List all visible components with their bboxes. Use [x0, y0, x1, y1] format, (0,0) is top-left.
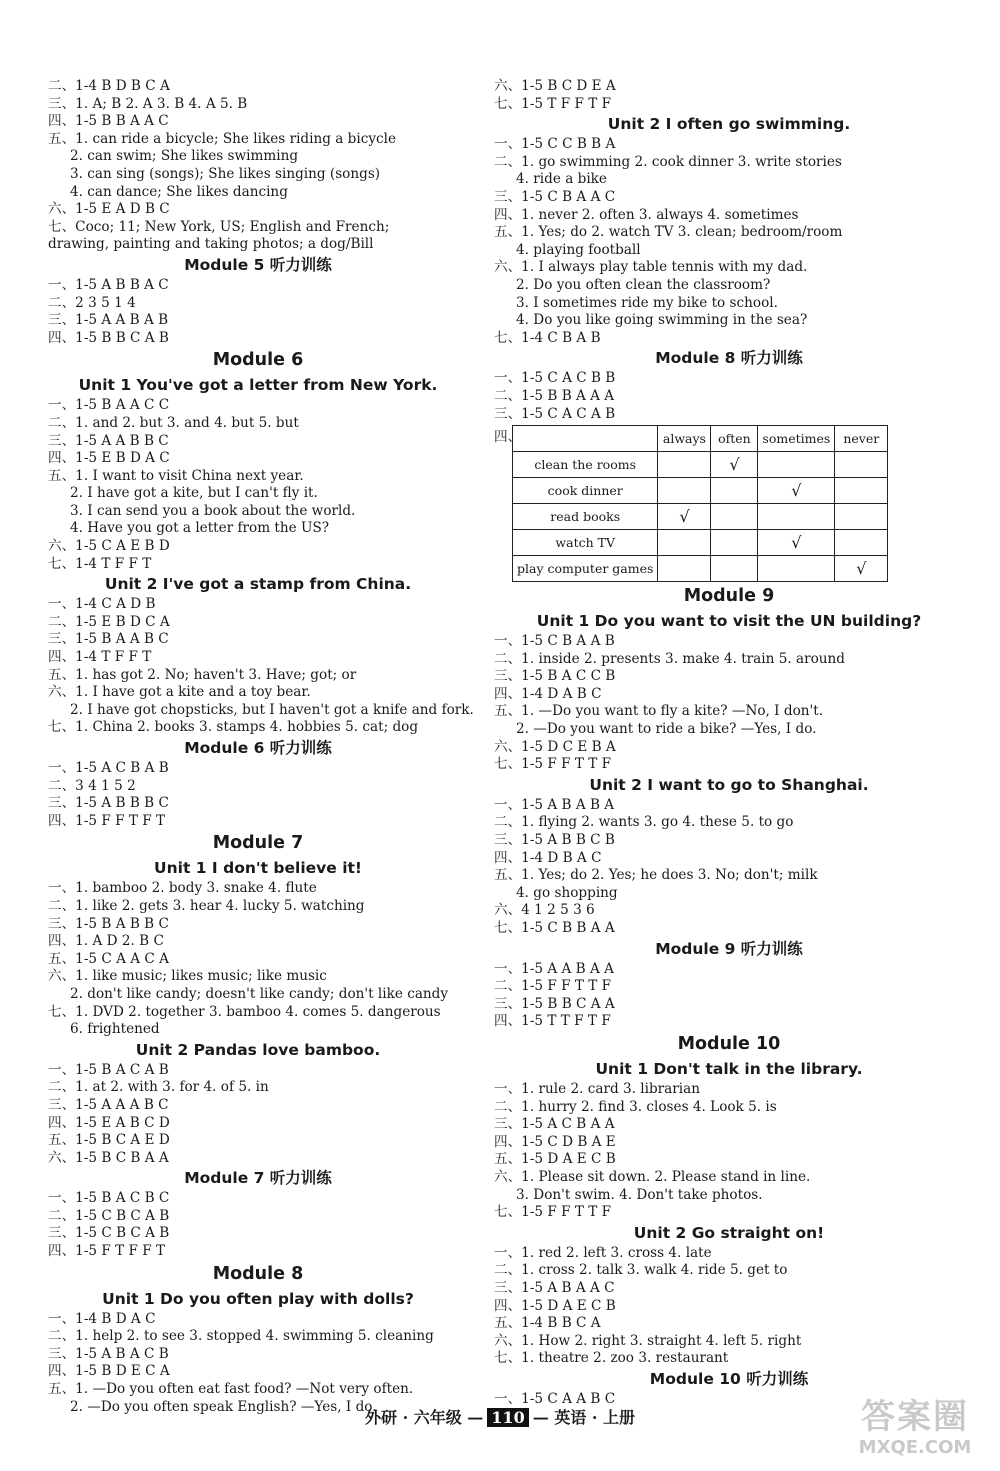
answer-line: 七、1. China 2. books 3. stamps 4. hobbies 5. cat; dog	[48, 719, 419, 736]
answer-line: 4. Have you got a letter from the US?	[70, 520, 330, 537]
answer-line: 二、1. at 2. with 3. for 4. of 5. in	[48, 1079, 269, 1096]
unit-heading: Unit 2 I often go swimming.	[607, 115, 851, 134]
answer-line: 2. —Do you often speak English? —Yes, I do.	[70, 1398, 377, 1415]
check-mark-cell	[658, 504, 711, 530]
answer-line: 一、1. rule 2. card 3. librarian	[494, 1080, 700, 1097]
unit-heading: Unit 2 Pandas love bamboo.	[135, 1040, 381, 1059]
answer-line: 一、1-5 B A C B C	[48, 1190, 170, 1207]
check-mark: √	[791, 481, 802, 501]
answer-line: 六、1. How 2. right 3. straight 4. left 5. right	[494, 1332, 802, 1349]
watermark-logo	[840, 1397, 990, 1465]
answer-line: 三、1-5 C B C A B	[48, 1225, 170, 1242]
module-heading: Module 7	[212, 833, 304, 854]
check-mark-cell	[758, 478, 835, 504]
table-header-cell: often	[711, 426, 758, 452]
answer-line: 七、Coco; 11; New York, US; English and French;	[48, 218, 390, 235]
answer-line: 二、1-5 C B C A B	[48, 1207, 170, 1224]
right-column-bottom	[494, 583, 964, 1408]
empty-cell	[711, 504, 758, 530]
empty-cell	[835, 504, 888, 530]
answer-line: drawing, painting and taking photos; a dog/Bill	[48, 236, 374, 253]
answer-line: 一、1-4 B D A C	[48, 1310, 156, 1327]
check-mark-cell	[835, 556, 888, 582]
answer-line: 三、1-5 B A A B C	[48, 631, 169, 648]
answer-line: 七、1-5 T F F T F	[494, 95, 612, 112]
answer-line: 六、1-5 B C B A A	[48, 1149, 169, 1166]
answer-line: 四、1-5 F F T F T	[48, 812, 166, 829]
answer-line: 4. can dance; She likes dancing	[70, 183, 288, 200]
answer-line: 四、1. never 2. often 3. always 4. sometimes	[494, 206, 799, 223]
unit-heading: Unit 2 I want to go to Shanghai.	[589, 775, 869, 794]
answer-line: 四、1-5 B B A A C	[48, 113, 169, 130]
answer-line: 四、1-5 C D B A E	[494, 1133, 616, 1150]
answer-line: 四、1-5 T T F T F	[494, 1013, 611, 1030]
empty-cell	[758, 556, 835, 582]
activity-cell: read books	[513, 504, 658, 530]
answer-line: 四、1-5 B D E C A	[48, 1363, 170, 1380]
empty-cell	[835, 478, 888, 504]
answer-line: 二、1. cross 2. talk 3. walk 4. ride 5. get to	[494, 1262, 788, 1279]
table-header-cell: sometimes	[758, 426, 835, 452]
answer-line: 五、1. can ride a bicycle; She likes riding a bicycle	[48, 130, 397, 147]
answer-line: 一、1. red 2. left 3. cross 4. late	[494, 1244, 712, 1261]
empty-cell	[758, 452, 835, 478]
frequency-table-block	[494, 423, 964, 583]
answer-line: 四、1. A D 2. B C	[48, 933, 164, 950]
check-mark: √	[729, 455, 740, 475]
module-heading: Module 9	[683, 586, 775, 607]
answer-line: 五、1. —Do you often eat fast food? —Not very often.	[48, 1381, 414, 1398]
answer-line: 六、1. like music; likes music; like music	[48, 968, 327, 985]
answer-line: 一、1-5 C C B B A	[494, 136, 616, 153]
unit-heading: Unit 1 Do you want to visit the UN building?	[536, 612, 922, 631]
unit-heading: Module 8 听力训练	[655, 349, 803, 368]
answer-line: 一、1-5 A B B A C	[48, 276, 169, 293]
watermark-url: MXQE.COM	[858, 1437, 972, 1458]
table-header-cell: always	[658, 426, 711, 452]
unit-heading: Unit 1 You've got a letter from New York.	[78, 376, 438, 395]
unit-heading: Unit 2 I've got a stamp from China.	[104, 575, 412, 594]
check-mark: √	[679, 507, 690, 527]
footer-right: — 英语 · 上册	[532, 1408, 635, 1427]
answer-line: 五、1. has got 2. No; haven't 3. Have; got; or	[48, 666, 357, 683]
activity-cell: play computer games	[513, 556, 658, 582]
answer-line: 五、1-4 B B C A	[494, 1315, 601, 1332]
answer-line: 六、1-5 E A D B C	[48, 201, 170, 218]
unit-heading: Unit 1 Don't talk in the library.	[595, 1059, 863, 1078]
answer-line: 二、1. flying 2. wants 3. go 4. these 5. to go	[494, 814, 794, 831]
answer-line: 六、1. I always play table tennis with my dad.	[494, 259, 808, 276]
right-column-top	[494, 78, 964, 423]
answer-line: 二、1. like 2. gets 3. hear 4. lucky 5. watching	[48, 897, 365, 914]
answer-line: 一、1-5 A B A B A	[494, 796, 615, 813]
answer-line: 二、2 3 5 1 4	[48, 294, 136, 311]
answer-line: 2. —Do you want to ride a bike? —Yes, I do.	[516, 721, 817, 738]
answer-line: 四、1-4 D B A C	[494, 849, 602, 866]
answer-line: 三、1. A; B 2. A 3. B 4. A 5. B	[48, 95, 248, 112]
answer-line: 五、1. —Do you want to fly a kite? —No, I don't.	[494, 703, 824, 720]
answer-line: 四、1-5 E B D A C	[48, 450, 170, 467]
answer-line: 四、1-4 T F F T	[48, 649, 152, 666]
check-mark: √	[791, 533, 802, 553]
empty-cell	[658, 530, 711, 556]
empty-cell	[711, 530, 758, 556]
answer-line: 6. frightened	[70, 1021, 160, 1038]
unit-heading: Module 7 听力训练	[184, 1169, 332, 1188]
activity-cell: watch TV	[513, 530, 658, 556]
answer-line: 二、1-4 B D B C A	[48, 78, 170, 94]
check-mark-cell	[758, 530, 835, 556]
answer-line: 二、3 4 1 5 2	[48, 777, 136, 794]
answer-line: 2. Do you often clean the classroom?	[516, 276, 771, 293]
answer-line: 三、1-5 B A C C B	[494, 668, 616, 685]
empty-cell	[658, 478, 711, 504]
table-row	[513, 504, 888, 530]
module-heading: Module 6	[212, 350, 304, 371]
answer-line: 六、1-5 D C E B A	[494, 738, 616, 755]
answer-line: 一、1-5 C B A A B	[494, 633, 615, 650]
answer-line: 4. Do you like going swimming in the sea?	[516, 312, 808, 329]
answer-line: 三、1-5 A B B B C	[48, 795, 169, 812]
page-number: 110	[487, 1408, 528, 1427]
unit-heading: Unit 1 I don't believe it!	[154, 859, 362, 878]
answer-line: 三、1-5 A A A B C	[48, 1096, 169, 1113]
watermark-text: 答案圈	[861, 1397, 969, 1437]
answer-line: 七、1. theatre 2. zoo 3. restaurant	[494, 1350, 729, 1367]
right-column	[494, 78, 964, 1408]
answer-line: 三、1-5 A B A C B	[48, 1345, 169, 1362]
answer-line: 五、1-5 B C A E D	[48, 1132, 170, 1149]
answer-line: 三、1-5 A B B C B	[494, 832, 615, 849]
answer-line: 七、1-5 F F T T F	[494, 756, 612, 773]
answer-line: 2. I have got a kite, but I can't fly it.	[70, 485, 318, 502]
answer-line: 五、1-5 D A E C B	[494, 1151, 616, 1168]
answer-line: 二、1. and 2. but 3. and 4. but 5. but	[48, 414, 299, 431]
unit-heading: Module 9 听力训练	[655, 939, 803, 958]
answer-line: 3. Don't swim. 4. Don't take photos.	[516, 1186, 763, 1203]
answer-line: 三、1-5 A C B A A	[494, 1116, 615, 1133]
answer-line: 三、1-5 B B C A A	[494, 995, 615, 1012]
answer-line: 五、1. Yes; do 2. Yes; he does 3. No; don't; milk	[494, 867, 818, 884]
answer-line: 一、1-5 B A C A B	[48, 1061, 169, 1078]
frequency-table	[512, 425, 888, 582]
unit-heading: Module 10 听力训练	[649, 1369, 809, 1388]
check-mark-cell	[711, 452, 758, 478]
table-row	[513, 530, 888, 556]
answer-line: 二、1. inside 2. presents 3. make 4. train 5. around	[494, 650, 846, 667]
answer-line: 2. don't like candy; doesn't like candy; don't like candy	[70, 985, 449, 1002]
module-heading: Module 10	[677, 1033, 781, 1054]
answer-line: 七、1. DVD 2. together 3. bamboo 4. comes 5. dangerous	[48, 1003, 441, 1020]
footer-left: 外研 · 六年级 —	[365, 1408, 484, 1427]
answer-line: 六、1-5 C A E B D	[48, 538, 170, 555]
check-mark: √	[856, 559, 867, 579]
answer-line: 七、1-4 C B A B	[494, 329, 601, 346]
answer-line: 3. can sing (songs); She likes singing (songs)	[70, 165, 381, 182]
answer-line: 四、1-5 F T F F T	[48, 1243, 166, 1260]
unit-heading: Unit 2 Go straight on!	[633, 1223, 825, 1242]
answer-line: 六、4 1 2 5 3 6	[494, 902, 595, 919]
answer-line: 三、1-5 B A B B C	[48, 915, 169, 932]
answer-line: 五、1-5 C A A C A	[48, 950, 169, 967]
answer-line: 三、1-5 A A B B C	[48, 432, 169, 449]
table-row	[513, 556, 888, 582]
answer-line: 二、1-5 B B A A A	[494, 387, 615, 404]
answer-line: 七、1-5 F F T T F	[494, 1204, 612, 1221]
answer-line: 六、1. Please sit down. 2. Please stand in line.	[494, 1168, 811, 1185]
answer-line: 二、1. hurry 2. find 3. closes 4. Look 5. is	[494, 1098, 777, 1115]
activity-cell: clean the rooms	[513, 452, 658, 478]
answer-line: 四、1-5 B B C A B	[48, 329, 169, 346]
answer-line: 一、1-5 A A B A A	[494, 960, 614, 977]
answer-line: 五、1. Yes; do 2. watch TV 3. clean; bedroom/room	[494, 224, 843, 241]
answer-line: 五、1. I want to visit China next year.	[48, 467, 304, 484]
answer-line: 三、1-5 C A C A B	[494, 405, 616, 422]
empty-cell	[711, 478, 758, 504]
answer-line: 三、1-5 A A B A B	[48, 312, 169, 329]
answer-line: 六、1. I have got a kite and a toy bear.	[48, 684, 311, 701]
answer-line: 一、1-4 C A D B	[48, 596, 156, 613]
answer-line: 一、1-5 A C B A B	[48, 760, 169, 776]
table-row	[513, 478, 888, 504]
answer-line: 4. ride a bike	[516, 171, 607, 188]
table-header-row	[513, 426, 888, 452]
answer-line: 七、1-4 T F F T	[48, 555, 152, 572]
answer-line: 三、1-5 C B A A C	[494, 188, 616, 205]
answer-line: 2. I have got chopsticks, but I haven't got a knife and fork.	[70, 701, 474, 718]
unit-heading: Module 5 听力训练	[184, 255, 332, 274]
answer-line: 一、1-5 B A A C C	[48, 397, 170, 414]
table-header-cell: never	[835, 426, 888, 452]
empty-cell	[658, 452, 711, 478]
activity-cell: cook dinner	[513, 478, 658, 504]
answer-line: 二、1-5 F F T T F	[494, 978, 612, 995]
answer-line: 一、1. bamboo 2. body 3. snake 4. flute	[48, 880, 317, 897]
table-corner-cell	[513, 426, 658, 452]
empty-cell	[835, 530, 888, 556]
empty-cell	[835, 452, 888, 478]
answer-line: 二、1. help 2. to see 3. stopped 4. swimming 5. cleaning	[48, 1328, 434, 1345]
answer-line: 4. playing football	[516, 241, 641, 258]
answer-line: 四、1-4 D A B C	[494, 685, 602, 702]
module-heading: Module 8	[212, 1263, 304, 1284]
answer-line: 4. go shopping	[516, 884, 618, 901]
answer-line: 六、1-5 B C D E A	[494, 78, 616, 94]
answer-line: 二、1. go swimming 2. cook dinner 3. write stories	[494, 153, 842, 170]
answer-line: 3. I sometimes ride my bike to school.	[516, 294, 778, 311]
answer-line: 四、1-5 D A E C B	[494, 1297, 616, 1314]
unit-heading: Unit 1 Do you often play with dolls?	[102, 1289, 414, 1308]
empty-cell	[658, 556, 711, 582]
answer-line: 四、1-5 E A B C D	[48, 1114, 170, 1131]
answer-line: 三、1-5 A B A A C	[494, 1279, 615, 1296]
table-label: 四、	[494, 429, 522, 446]
answer-line: 一、1-5 C A C B B	[494, 370, 616, 387]
unit-heading: Module 6 听力训练	[184, 739, 332, 757]
answer-line: 七、1-5 C B B A A	[494, 920, 615, 936]
empty-cell	[711, 556, 758, 582]
answer-line: 一、1-5 C A A B C	[494, 1390, 616, 1407]
answer-line: 3. I can send you a book about the world.	[70, 502, 356, 519]
left-column	[48, 78, 474, 1416]
answer-line: 二、1-5 E B D C A	[48, 613, 170, 630]
answer-line: 2. can swim; She likes swimming	[70, 148, 299, 165]
empty-cell	[758, 504, 835, 530]
table-row	[513, 452, 888, 478]
